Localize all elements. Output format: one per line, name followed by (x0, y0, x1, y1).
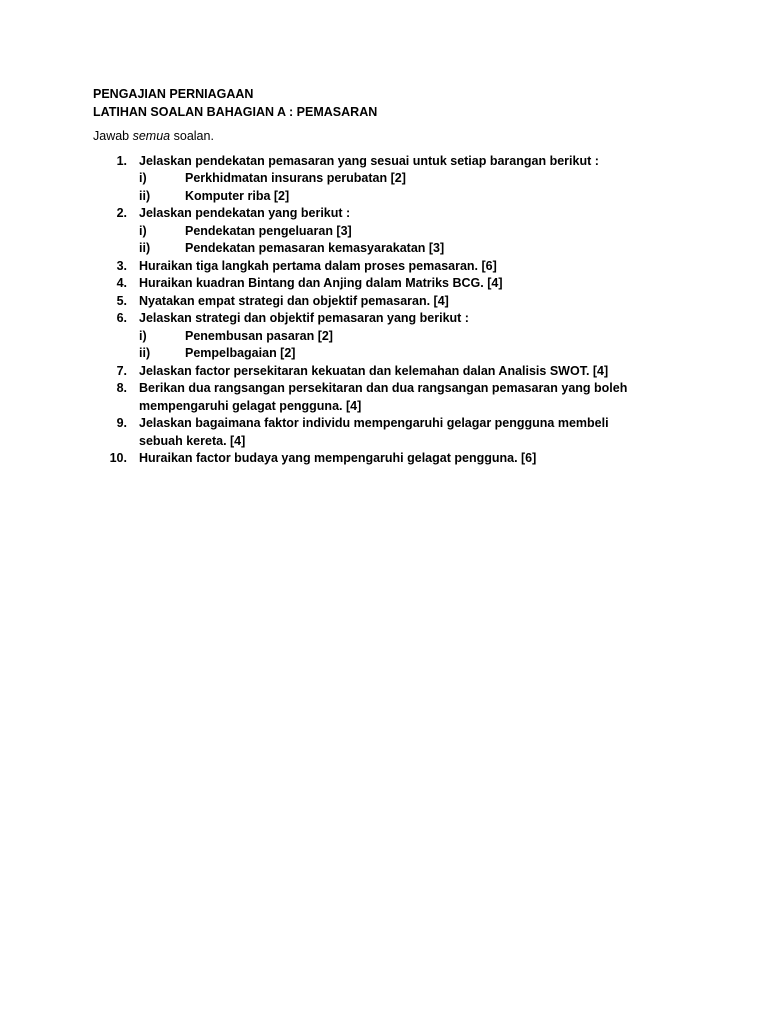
sub-question-item (93, 170, 653, 188)
question-item (93, 415, 653, 450)
question-item (93, 258, 653, 276)
subject-heading: PENGAJIAN PERNIAGAAN (93, 87, 254, 101)
sub-question-numeral: i) (139, 223, 147, 238)
sub-question-text: Penembusan pasaran [2] (185, 328, 333, 343)
question-item (93, 450, 653, 468)
question-text: Huraikan factor budaya yang mempengaruhi gelagat pengguna. [6] (139, 451, 537, 465)
sub-question-item (93, 328, 653, 346)
question-text: Jelaskan strategi dan objektif pemasaran yang berikut : (139, 311, 469, 325)
sub-question-item (93, 188, 653, 206)
question-text: Jelaskan pendekatan yang berikut : (139, 206, 351, 220)
question-number: 7. (116, 363, 127, 378)
sub-question-numeral: ii) (139, 188, 151, 203)
sub-question-numeral: i) (139, 171, 147, 185)
question-text: Nyatakan empat strategi dan objektif pemasaran. [4] (139, 293, 449, 308)
instruction-suffix: soalan. (170, 129, 214, 143)
sub-question-text: Pendekatan pengeluaran [3] (185, 223, 352, 238)
question-text: Jelaskan factor persekitaran kekuatan dan kelemahan dalan Analisis SWOT. [4] (139, 363, 609, 378)
question-number: 2. (116, 206, 127, 220)
sub-question-text: Pendekatan pemasaran kemasyarakatan [3] (185, 241, 445, 255)
exercise-heading: LATIHAN SOALAN BAHAGIAN A : PEMASARAN (93, 104, 378, 119)
question-text: Jelaskan bagaimana faktor individu mempengaruhi gelagar pengguna membeli sebuah kereta. [4] (139, 416, 609, 448)
question-number: 5. (116, 293, 127, 308)
sub-question-item (93, 223, 653, 241)
sub-question-item (93, 345, 653, 363)
document-content (93, 86, 653, 468)
question-number: 1. (116, 153, 127, 168)
question-item (93, 380, 653, 415)
question-number: 9. (116, 416, 127, 430)
sub-question-text: Perkhidmatan insurans perubatan [2] (185, 171, 406, 185)
question-number: 8. (116, 381, 127, 395)
instruction-emphasis: semua (132, 129, 171, 143)
sub-question-text: Komputer riba [2] (185, 188, 290, 203)
question-text: Jelaskan pendekatan pemasaran yang sesuai untuk setiap barangan berikut : (139, 153, 599, 168)
sub-question-numeral: ii) (139, 241, 151, 255)
sub-question-numeral: i) (139, 328, 147, 343)
question-number: 10. (109, 451, 127, 465)
question-number: 6. (116, 311, 127, 325)
question-item (93, 293, 653, 311)
question-item (93, 310, 653, 328)
sub-question-numeral: ii) (139, 346, 151, 360)
question-item (93, 275, 653, 293)
question-number: 3. (116, 258, 127, 273)
question-text: Huraikan kuadran Bintang dan Anjing dalam Matriks BCG. [4] (139, 276, 503, 290)
sub-question-item (93, 240, 653, 258)
instruction-prefix: Jawab (93, 129, 133, 143)
question-text: Huraikan tiga langkah pertama dalam proses pemasaran. [6] (139, 258, 497, 273)
question-number: 4. (116, 276, 127, 290)
question-item (93, 363, 653, 381)
sub-question-text: Pempelbagaian [2] (185, 346, 296, 360)
question-item (93, 153, 653, 171)
question-item (93, 205, 653, 223)
question-text: Berikan dua rangsangan persekitaran dan dua rangsangan pemasaran yang boleh mempengaruhi gelagat pengguna. [4] (139, 381, 628, 413)
instruction-text (93, 128, 653, 146)
question-list (93, 153, 653, 468)
